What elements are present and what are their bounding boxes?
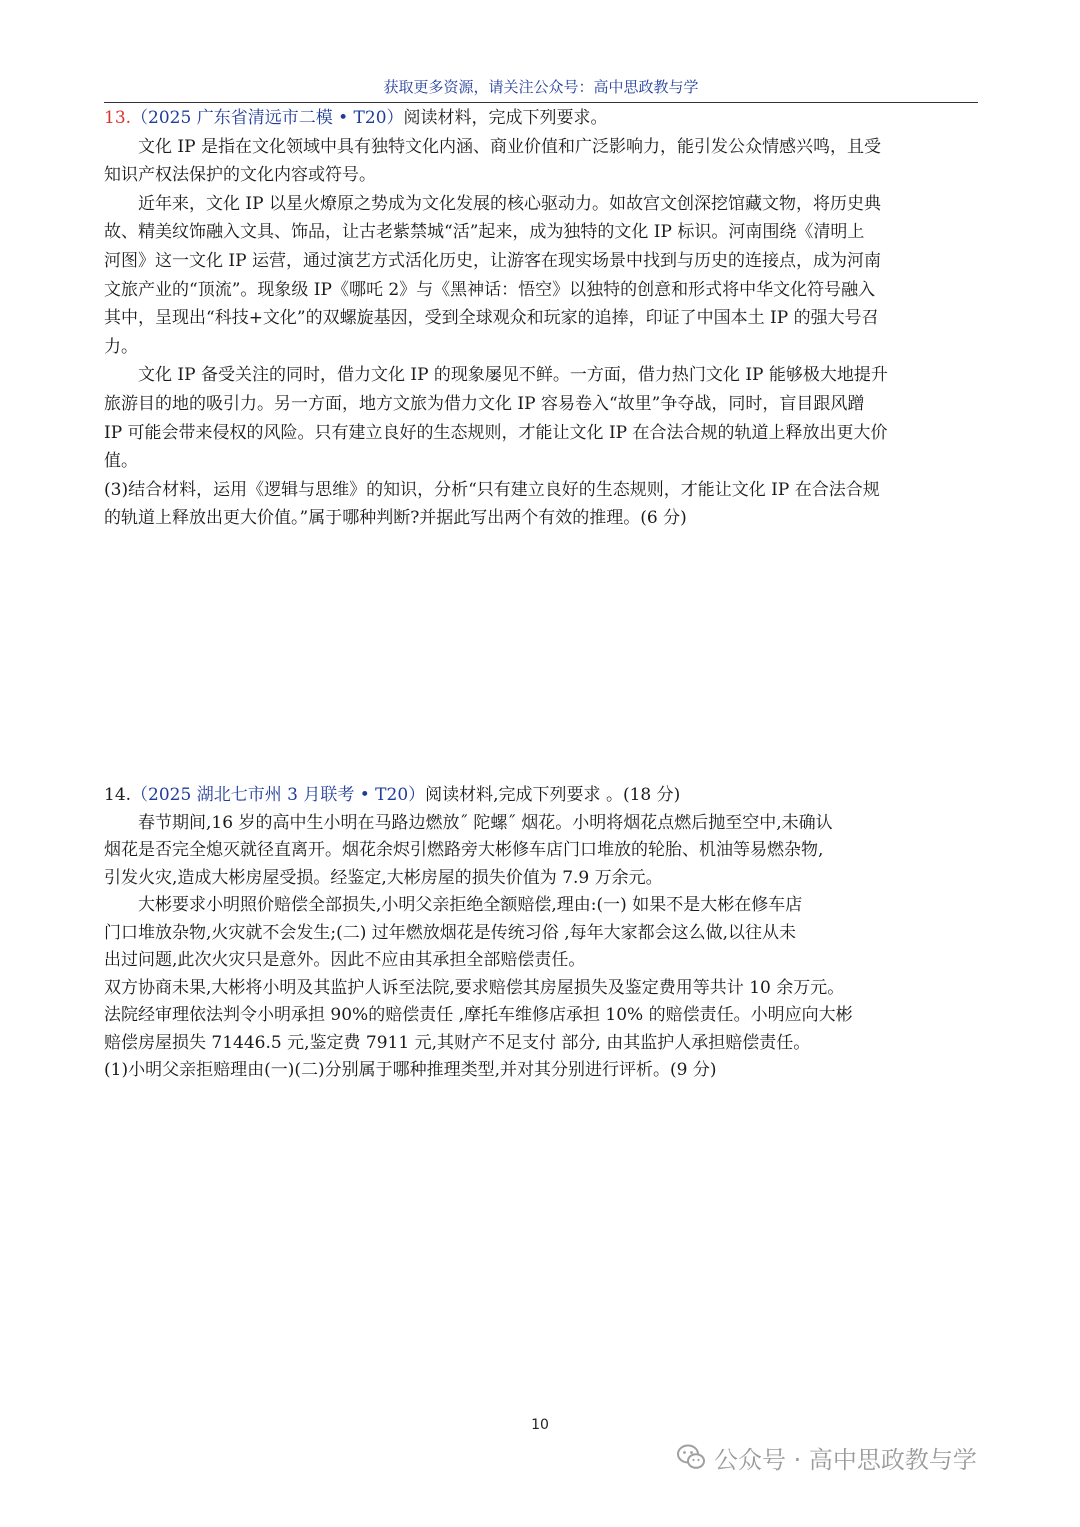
text-line: 出过问题,此次火灾只是意外。因此不应由其承担全部赔偿责任。	[104, 950, 586, 970]
question-prompt: 的轨道上释放出更大价值。”属于哪种判断?并据此写出两个有效的推理。(6 分)	[104, 508, 687, 529]
text-line: 引发火灾,造成大彬房屋受损。经鉴定,大彬房屋的损失价值为 7.9 万余元。	[104, 867, 663, 888]
text-line: 大彬要求小明照价赔偿全部损失,小明父亲拒绝全额赔偿,理由:(一) 如果不是大彬在修车店	[138, 895, 803, 915]
question-14	[104, 782, 978, 1085]
text-line: 赔偿房屋损失 71446.5 元,鉴定费 7911 元,其财产不足支付 部分, 由其监护人承担赔偿责任。	[104, 1032, 811, 1053]
question-13	[104, 104, 978, 533]
text-line: 故、精美纹饰融入文具、饰品，让古老紫禁城“活”起来，成为独特的文化 IP 标识。河南围绕《清明上	[104, 222, 865, 243]
wechat-icon	[676, 1443, 706, 1471]
question-13-source: （2025 广东省清远市二模 • T20）	[131, 108, 404, 128]
text-line: 门口堆放杂物,火灾就不会发生;(二) 过年燃放烟花是传统习俗 ,每年大家都会这么做,以往从未	[104, 922, 797, 943]
question-13-instruction: 阅读材料，完成下列要求。	[403, 108, 608, 128]
text-line: 文化 IP 是指在文化领域中具有独特文化内涵、商业价值和广泛影响力，能引发公众情感兴鸣，且受	[138, 136, 881, 157]
text-line: 烟花是否完全熄灭就径直离开。烟花余烬引燃路旁大彬修车店门口堆放的轮胎、机油等易燃杂物,	[104, 840, 824, 860]
watermark-text: 公众号 · 高中思政教与学	[714, 1445, 977, 1474]
text-line: 双方协商未果,大彬将小明及其监护人诉至法院,要求赔偿其房屋损失及鉴定费用等共计 10 余万元。	[104, 977, 845, 998]
text-line: 力。	[104, 336, 138, 357]
text-line: 旅游目的地的吸引力。另一方面，地方文旅为借力文化 IP 容易卷入“故里”争夺战，同时，盲目跟风蹭	[104, 393, 865, 414]
text-line: 文旅产业的“顶流”。现象级 IP《哪吒 2》与《黑神话：悟空》以独特的创意和形式将中华文化符号融入	[104, 279, 876, 300]
question-13-number: 13.	[104, 108, 132, 128]
question-prompt: (1)小明父亲拒赔理由(一)(二)分别属于哪种推理类型,并对其分别进行评析。(9 分)	[104, 1060, 717, 1080]
question-14-instruction: 阅读材料,完成下列要求 。(18 分)	[425, 785, 681, 805]
text-line: 文化 IP 备受关注的同时，借力文化 IP 的现象屡见不鲜。一方面，借力热门文化 IP 能够极大地提升	[138, 365, 888, 386]
watermark	[676, 1435, 977, 1479]
text-line: IP 可能会带来侵权的风险。只有建立良好的生态规则，才能让文化 IP 在合法合规的轨道上释放出更大价	[104, 422, 888, 443]
text-line: 其中，呈现出“科技+文化”的双螺旋基因，受到全球观众和玩家的追捧，印证了中国本土 IP 的强大号召	[104, 308, 879, 329]
text-line: 河图》这一文化 IP 运营，通过演艺方式活化历史，让游客在现实场景中找到与历史的连接点，成为河南	[104, 250, 881, 271]
question-14-number: 14.	[104, 785, 132, 805]
question-14-source: （2025 湖北七市州 3 月联考 • T20）	[131, 785, 426, 805]
question-13-title	[104, 104, 978, 133]
text-line: 值。	[104, 451, 138, 472]
text-line: 知识产权法保护的文化内容或符号。	[104, 165, 376, 186]
question-prompt: (3)结合材料，运用《逻辑与思维》的知识，分析“只有建立良好的生态规则，才能让文化 IP 在合法合规	[104, 479, 880, 500]
text-line: 近年来，文化 IP 以星火燎原之势成为文化发展的核心驱动力。如故宫文创深挖馆藏文物，将历史典	[138, 193, 881, 214]
question-14-title	[104, 782, 978, 810]
header-text: 获取更多资源，请关注公众号：高中思政教与学	[383, 78, 699, 96]
page-header	[104, 76, 978, 103]
text-line: 法院经审理依法判令小明承担 90%的赔偿责任 ,摩托车维修店承担 10% 的赔偿责任。小明应向大彬	[104, 1005, 853, 1025]
text-line: 春节期间,16 岁的高中生小明在马路边燃放˝ 陀螺˝ 烟花。小明将烟花点燃后抛至空中,未确认	[138, 812, 833, 833]
page-number: 10	[531, 1417, 549, 1433]
